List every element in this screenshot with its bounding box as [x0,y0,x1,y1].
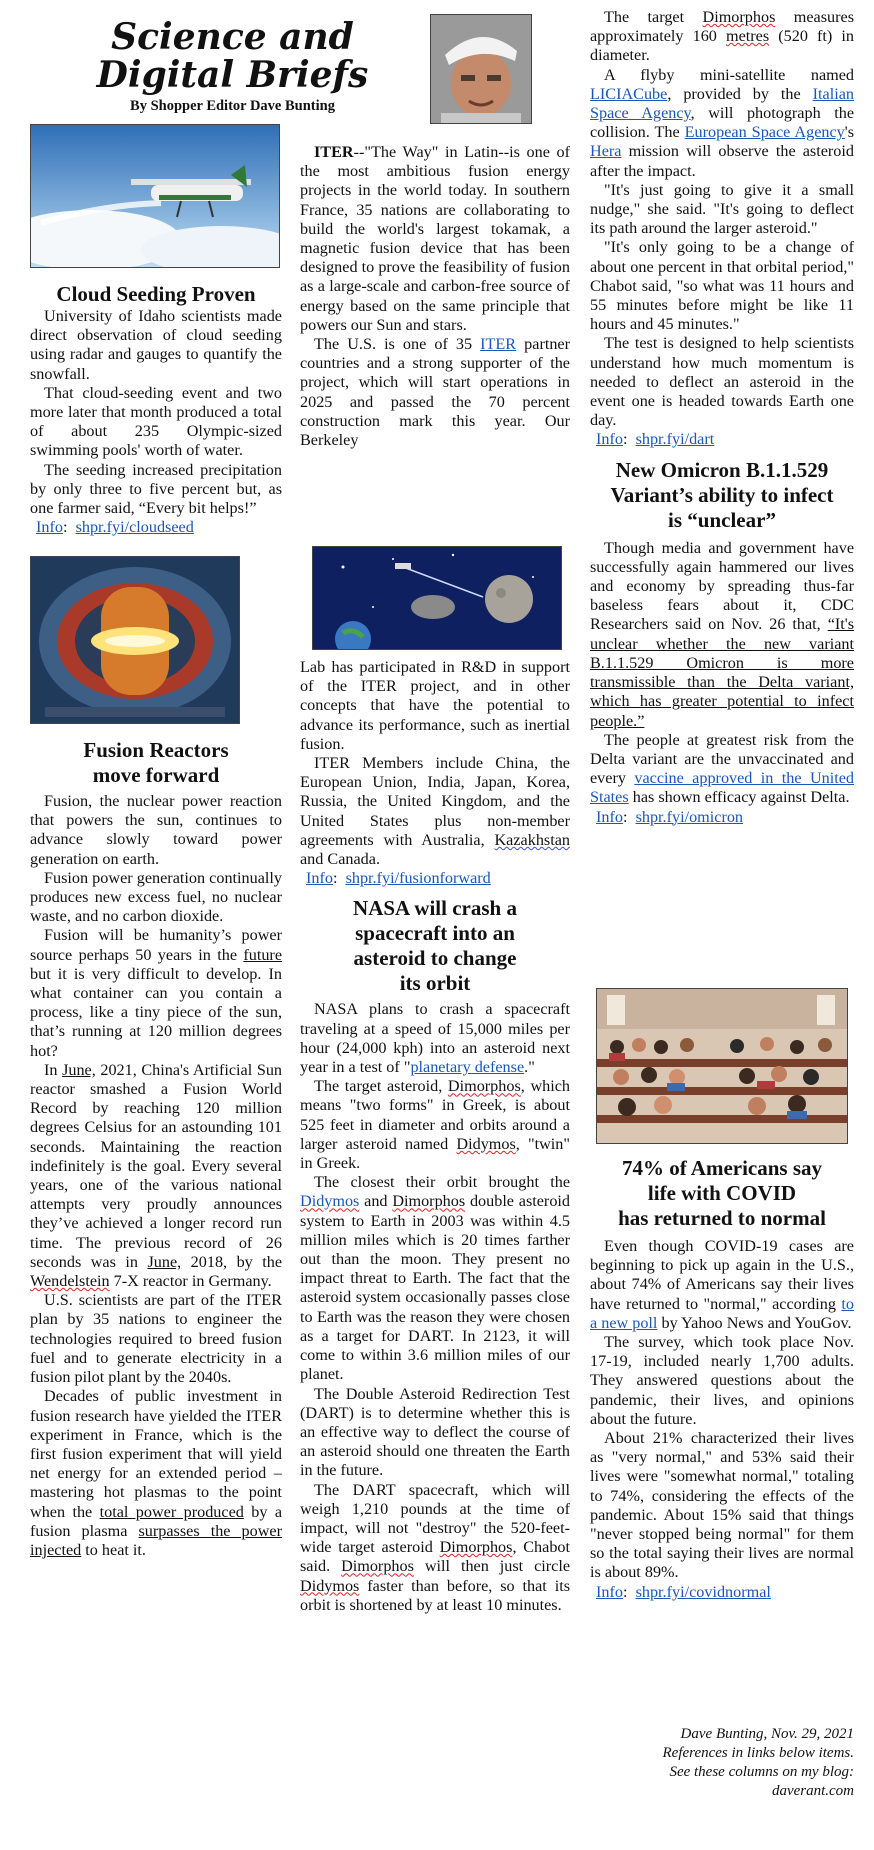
covid-heading-line2: life with COVID [647,1181,797,1205]
iter-link[interactable]: ITER [480,335,517,354]
author-photo [430,14,532,124]
nasa-p1-a: NASA plans to crash a spacecraft traveling at a speed of 15,000 miles per hour (24,000 kph) into an asteroid next year in a test of " [300,1000,570,1077]
hera-link[interactable]: Hera [590,142,622,161]
fusion-p6-surpasses[interactable]: surpasses the power injected [30,1521,283,1559]
fusion-p3 [30,926,282,1060]
vaccine-approved-link[interactable]: vaccine approved in the United States [590,769,855,807]
church-photo [596,988,848,1144]
iter-p2-a: The U.S. is one of 35 [314,335,473,354]
liciacube-link[interactable]: LICIACube [590,84,668,103]
dart-p2-e: , will photograph the collision. The [590,104,855,142]
footer-line3: See these columns on my blog: [669,1764,854,1780]
nasa-heading-line3: asteroid to change [353,946,517,971]
cloud-p3: The seeding increased precipitation by only three to five percent but, as one farmer said, “Every bit helps!” [30,460,282,518]
fusion-p6-c: by a fusion plasma [30,1502,283,1540]
fusion-heading-line2: move forward [92,763,220,787]
nasa-p3-c: and [364,1192,388,1211]
nasa-p3 [300,1173,570,1384]
nasa-p4: The Double Asteroid Redirection Test (DART) is to determine whether this is an effective way to deflect the course of an asteroid should one threaten the Earth in the future. [300,1384,570,1480]
fusion-p5: U.S. scientists are part of the ITER plan by 35 nations to engineer the technologies required to breed fusion fuel and to generate electricity in a fusion pilot plant by the 2040s. [30,1291,282,1387]
iter-bold: ITER [314,143,354,161]
nasa-p5-c: , Chabot said. [300,1538,571,1576]
nasa-p2 [300,1077,570,1173]
nasa-p5-didymos: Didymos [300,1576,360,1595]
nasa-p1 [300,1000,570,1077]
fusion-p4-wendelstein: Wendelstein [30,1272,110,1291]
dart-p4: "It's only going to be a change of about one percent in that orbital period," Chabot said, "so what was 11 hours and 55 minutes before might be like 11 hours and 45 minutes." [590,238,854,334]
covid-info-label[interactable]: Info [596,1582,623,1601]
omicron-heading [590,458,854,533]
italian-space-agency-link[interactable]: Italian Space Agency [590,84,854,123]
byline: By Shopper Editor Dave Bunting [130,98,335,114]
footer-line1: Dave Bunting, Nov. 29, 2021 [680,1726,854,1742]
dart-p2-a: A flyby mini-satellite named [604,65,854,84]
omicron-info: Info: shpr.fyi/omicron [596,807,744,826]
iter-p1-b: --"The Way" in Latin--is one of the most ambitious fusion energy projects in the world today. In southern France, 35 nations are collaborating to build the world's largest tokamak, a magnetic fusion device that has been designed to prove the feasibility of fusion as a large-scale and carbon-free source of energy based on the same principle that powers our Sun and stars. [300,143,570,334]
fusion-p4-june2[interactable]: June, [147,1252,182,1271]
nasa-p2-didymos: Didymos [456,1134,516,1153]
fusion-p2: Fusion power generation continually produces new excess fuel, no nuclear waste, and no carbon dioxide. [30,868,282,926]
fusion-p6-a: Decades of public investment in fusion research have yielded the ITER experiment in France, which is the first fusion experiment that will yield net energy for an extended period – mastering hot plasmas to the point when the [30,1387,282,1521]
dart-info-label[interactable]: Info [596,430,623,449]
fusion-heading [30,738,282,788]
fusion-p4-g: 7-X reactor in Germany. [113,1272,272,1291]
nasa-heading-line4: its orbit [399,971,471,996]
footer-line2: References in links below items. [662,1745,854,1761]
fusion-p3-c: but it is very difficult to develop. In what container can you contain a process, like a tiny piece of the sun, that’s running at 120 million degrees hot? [30,964,282,1060]
omicron-p2 [590,731,854,808]
dart-p2-g: 's [844,123,854,142]
fusion-p6-e: to heat it. [85,1540,146,1559]
omicron-heading-line2: Variant’s ability to infect [610,482,834,507]
omicron-info-label[interactable]: Info [596,807,623,826]
covid-heading-line3: has returned to normal [618,1206,826,1230]
covid-info: Info: shpr.fyi/covidnormal [596,1582,771,1601]
cloud-info: Info: shpr.fyi/cloudseed [36,518,194,537]
dart-p1-a: The target [604,8,685,26]
fusion-p4-a: In [44,1060,58,1079]
dart-p5: The test is designed to help scientists understand how much momentum is needed to deflect an asteroid in the event one is headed towards Earth one day. [590,334,854,430]
iter-info-label[interactable]: Info [306,869,333,888]
nasa-p2-e: , "twin" in Greek. [300,1134,571,1173]
nasa-p5 [300,1481,570,1615]
iter-p2-c: partner countries and a strong supporter of the project, which will start operations in 2025 and passed the 70 percent construction mark this year. Our Berkeley [300,335,571,450]
omicron-quote[interactable]: “It's unclear whether the new variant B.1.1.529 Omicron is more transmissible than the Delta variant, which has greater potential to infect people.” [590,615,855,730]
omicron-heading-line3: is “unclear” [668,507,776,532]
masthead-title [60,18,405,94]
nasa-p2-a: The target asteroid, [314,1077,443,1096]
fusion-p4-c: 2021, China's Artificial Sun reactor smashed a Fusion World Record by reaching 120 million degrees Celsius for an astounding 101 seconds. Maintaining the reaction indefinitely is the goal. Every several years, one of the various national attempts very proudly announces they’ve achieved a longer record run time. The previous record of 26 seconds was in [30,1060,283,1271]
dart-p2-c: , provided by the [667,84,801,103]
iter-kazakhstan: Kazakhstan [494,830,570,849]
omicron-p2-a: The people at greatest risk from the Delta variant are the unvaccinated and every [590,730,854,788]
dart-info: Info: shpr.fyi/dart [596,430,715,449]
fusion-p4-june[interactable]: June, [62,1060,96,1079]
nasa-p3-dimorphos: Dimorphos [392,1192,466,1211]
omicron-p2-c: has shown efficacy against Delta. [632,788,850,807]
fusion-p6-total-power[interactable]: total power produced [99,1502,244,1521]
fusion-heading-line1: Fusion Reactors [83,738,229,762]
iter-p1 [300,143,570,335]
dart-p1-e: (520 ft) in diameter. [590,27,855,65]
nasa-p5-g: faster than before, so that its orbit is shortened by at least 10 minutes. [300,1576,571,1614]
nasa-p5-a: The DART spacecraft, which will weigh 1,210 pounds at the time of impact, will not "destroy" the 520-feet-wide target asteroid [300,1480,570,1557]
dart-p1 [590,8,854,66]
nasa-p5-e: will then just circle [424,1557,571,1576]
plane-photo [30,124,280,268]
covid-heading-line1: 74% of Americans say [621,1156,823,1180]
omicron-info-link[interactable]: shpr.fyi/omicron [635,807,744,826]
nasa-p3-a: The closest their orbit brought the [314,1173,570,1192]
nasa-heading-line1: NASA will crash a [353,896,517,921]
cloud-p2: That cloud-seeding event and two more later that month produced a total of about 235 Olympic-sized swimming pools' worth of water. [30,383,282,460]
cloud-p1: University of Idaho scientists made direct observation of cloud seeding using radar and gauges to quantify the snowfall. [30,307,282,383]
dart-p2 [590,66,854,181]
fusion-p3-a: Fusion will be humanity’s power source perhaps 50 years in the [30,926,282,964]
new-poll-link[interactable]: to a new poll [590,1294,854,1332]
fusion-p1: Fusion, the nuclear power reaction that powers the sun, continues to advance slowly toward power generation on earth. [30,792,282,868]
fusion-p6 [30,1387,282,1560]
covid-p1 [590,1237,854,1333]
nasa-p1-c: ." [524,1058,535,1077]
cloud-info-label[interactable]: Info [36,518,63,537]
planetary-defense-link[interactable]: planetary defense [410,1058,525,1077]
covid-heading [590,1156,854,1231]
dart-p1-metres: metres [726,27,770,46]
nasa-heading-line2: spacecraft into an [355,921,515,946]
iter-p4 [300,754,570,869]
covid-p1-c: by Yahoo News and YouGov. [661,1313,852,1332]
nasa-p5-dimorphos: Dimorphos [439,1538,513,1557]
nasa-p2-c: , which means "two forms" in Greek, is about 525 feet in diameter and orbits around a larger asteroid named [300,1077,571,1153]
omicron-p1-a: Though media and government have successfully again hammered our lives and economy by spreading thus-far baseless fears about it, CDC Researchers said on Nov. 26 that, [590,538,854,634]
omicron-p1 [590,539,854,731]
dart-p1-c: measures approximately 160 [590,8,855,46]
nasa-p3-e: double asteroid system to Earth in 2003 was within 4.5 million miles which is 20 times farther out than the moon. They present no impact threat to Earth. The fact that the asteroid system occasionally passes close to Earth was the reason they were chosen as a target for DART. In 2123, it will come to within 3.6 million miles of our planet. [300,1192,571,1384]
dart-p2-i: mission will observe the asteroid after the impact. [590,142,854,180]
title-line-2: Digital Briefs [96,54,369,96]
tokamak-photo [30,556,240,724]
asteroid-photo [312,546,562,650]
covid-p2: The survey, which took place Nov. 17-19, included nearly 1,700 adults. They answered questions about the pandemic, their lives, and opinions about the future. [590,1333,854,1428]
nasa-heading [300,896,570,996]
dart-p1-dimorphos: Dimorphos [702,8,776,26]
covid-info-link[interactable]: shpr.fyi/covidnormal [635,1582,771,1601]
omicron-heading-line1: New Omicron B.1.1.529 [615,457,829,482]
title-line-1: Science and [111,16,354,58]
cloud-heading: Cloud Seeding Proven [56,282,256,306]
nasa-p2-dimorphos: Dimorphos [447,1077,521,1096]
nasa-p5-dimorphos2: Dimorphos [341,1557,414,1576]
covid-p3: About 21% characterized their lives as "very normal," and 53% said their lives were "somewhat normal," totaling to 74%, considering the effects of the pandemic. About 15% said that things "never stopped being normal" for them so the total saying their lives are normal is about 89%. [590,1429,854,1582]
fusion-p3-future[interactable]: future [243,945,283,964]
didymos-link[interactable]: Didymos [300,1192,360,1211]
iter-info: Info: shpr.fyi/fusionforward [306,869,491,888]
iter-p2 [300,335,570,450]
covid-p1-a: Even though COVID-19 cases are beginning to pick up again in the U.S., about 74% of Americans say their lives have returned to "normal," according [590,1237,854,1313]
iter-p4-c: and Canada. [300,850,381,869]
dart-p3: "It's just going to give it a small nudge," she said. "It's going to deflect its path around the larger asteroid." [590,180,854,238]
european-space-agency-link[interactable]: European Space Agency [684,123,845,142]
iter-p3: Lab has participated in R&D in support of the ITER project, and in other concepts that have the potential to advance its performance, such as inertial fusion. [300,658,570,753]
iter-info-link[interactable]: shpr.fyi/fusionforward [345,869,491,888]
cloud-info-link[interactable]: shpr.fyi/cloudseed [75,518,194,537]
footer-credits [590,1725,854,1801]
footer-line4[interactable]: daverant.com [771,1783,854,1799]
iter-p4-a: ITER Members include China, the European Union, India, Japan, Korea, Russia, the United Kingdom, and the United States plus non-member agreements with Australia, [300,754,570,849]
fusion-p4 [30,1061,282,1291]
dart-info-link[interactable]: shpr.fyi/dart [635,430,715,449]
fusion-p4-e: 2018, by the [190,1252,283,1271]
